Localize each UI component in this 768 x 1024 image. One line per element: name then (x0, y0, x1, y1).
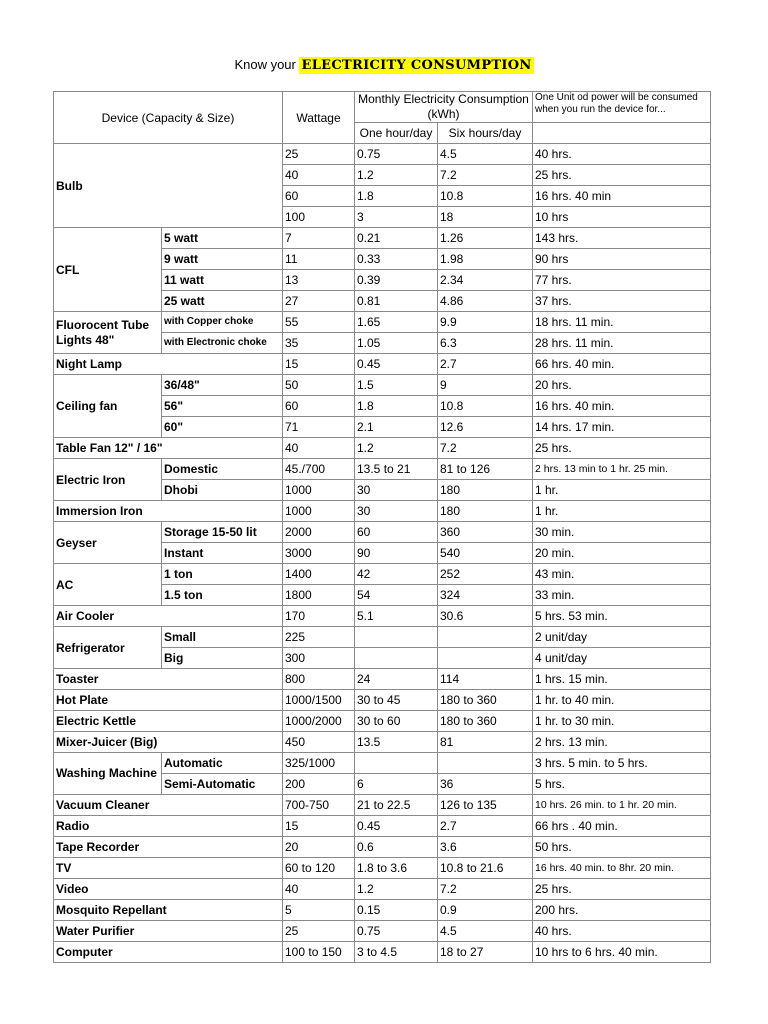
one-hour-cell: 30 to 60 (355, 711, 438, 732)
device-name: Tape Recorder (54, 837, 283, 858)
device-capacity: 1.5 ton (162, 585, 283, 606)
duration-cell: 1 hrs. 15 min. (533, 669, 711, 690)
wattage-cell: 20 (283, 837, 355, 858)
six-hours-cell: 81 (438, 732, 533, 753)
one-hour-cell: 13.5 to 21 (355, 459, 438, 480)
one-hour-cell: 0.45 (355, 816, 438, 837)
duration-cell: 66 hrs . 40 min. (533, 816, 711, 837)
duration-cell: 10 hrs (533, 207, 711, 228)
device-name: CFL (54, 228, 162, 312)
six-hours-cell: 180 (438, 480, 533, 501)
table-row (54, 438, 711, 459)
wattage-cell: 11 (283, 249, 355, 270)
device-capacity: 9 watt (162, 249, 283, 270)
six-hours-cell: 36 (438, 774, 533, 795)
header-blank (533, 123, 711, 144)
wattage-cell: 300 (283, 648, 355, 669)
one-hour-cell: 1.8 (355, 396, 438, 417)
duration-cell: 25 hrs. (533, 165, 711, 186)
duration-cell: 16 hrs. 40 min (533, 186, 711, 207)
device-capacity: 11 watt (162, 270, 283, 291)
one-hour-cell: 3 to 4.5 (355, 942, 438, 963)
duration-cell: 14 hrs. 17 min. (533, 417, 711, 438)
device-capacity: 5 watt (162, 228, 283, 249)
duration-cell: 143 hrs. (533, 228, 711, 249)
wattage-cell: 225 (283, 627, 355, 648)
wattage-cell: 45./700 (283, 459, 355, 480)
one-hour-cell: 60 (355, 522, 438, 543)
one-hour-cell: 1.8 to 3.6 (355, 858, 438, 879)
one-hour-cell (355, 753, 438, 774)
wattage-cell: 325/1000 (283, 753, 355, 774)
device-capacity: with Copper choke (162, 312, 283, 333)
wattage-cell: 3000 (283, 543, 355, 564)
one-hour-cell: 0.39 (355, 270, 438, 291)
one-hour-cell (355, 627, 438, 648)
duration-cell: 77 hrs. (533, 270, 711, 291)
table-row (54, 375, 711, 396)
device-capacity: 36/48" (162, 375, 283, 396)
six-hours-cell: 10.8 to 21.6 (438, 858, 533, 879)
table-row (54, 711, 711, 732)
table-row (54, 795, 711, 816)
table-row (54, 879, 711, 900)
wattage-cell: 1000 (283, 501, 355, 522)
one-hour-cell: 1.2 (355, 879, 438, 900)
header-wattage: Wattage (283, 92, 355, 144)
duration-cell: 2 hrs. 13 min to 1 hr. 25 min. (533, 459, 711, 480)
device-capacity: Small (162, 627, 283, 648)
device-name: Ceiling fan (54, 375, 162, 438)
six-hours-cell: 30.6 (438, 606, 533, 627)
six-hours-cell: 9.9 (438, 312, 533, 333)
one-hour-cell: 0.15 (355, 900, 438, 921)
one-hour-cell: 30 (355, 501, 438, 522)
six-hours-cell: 6.3 (438, 333, 533, 354)
duration-cell: 18 hrs. 11 min. (533, 312, 711, 333)
wattage-cell: 800 (283, 669, 355, 690)
device-name: Mixer-Juicer (Big) (54, 732, 283, 753)
one-hour-cell: 0.45 (355, 354, 438, 375)
device-name: Table Fan 12" / 16" (54, 438, 283, 459)
duration-cell: 28 hrs. 11 min. (533, 333, 711, 354)
six-hours-cell: 10.8 (438, 186, 533, 207)
device-capacity: 25 watt (162, 291, 283, 312)
wattage-cell: 40 (283, 165, 355, 186)
six-hours-cell: 10.8 (438, 396, 533, 417)
wattage-cell: 2000 (283, 522, 355, 543)
one-hour-cell: 1.2 (355, 165, 438, 186)
table-row (54, 942, 711, 963)
duration-cell: 25 hrs. (533, 438, 711, 459)
six-hours-cell: 2.34 (438, 270, 533, 291)
one-hour-cell: 90 (355, 543, 438, 564)
duration-cell: 1 hr. (533, 480, 711, 501)
one-hour-cell: 6 (355, 774, 438, 795)
six-hours-cell: 12.6 (438, 417, 533, 438)
table-row (54, 816, 711, 837)
duration-cell: 2 hrs. 13 min. (533, 732, 711, 753)
device-capacity: Dhobi (162, 480, 283, 501)
one-hour-cell: 0.33 (355, 249, 438, 270)
duration-cell: 1 hr. (533, 501, 711, 522)
one-hour-cell: 2.1 (355, 417, 438, 438)
duration-cell: 37 hrs. (533, 291, 711, 312)
six-hours-cell: 360 (438, 522, 533, 543)
device-capacity: Instant (162, 543, 283, 564)
device-name: Water Purifier (54, 921, 283, 942)
table-row (54, 921, 711, 942)
table-row (54, 732, 711, 753)
header-row-1 (54, 92, 711, 123)
one-hour-cell: 21 to 22.5 (355, 795, 438, 816)
six-hours-cell: 18 to 27 (438, 942, 533, 963)
duration-cell: 5 hrs. 53 min. (533, 606, 711, 627)
six-hours-cell: 180 to 360 (438, 711, 533, 732)
device-name: Mosquito Repellant (54, 900, 283, 921)
duration-cell: 2 unit/day (533, 627, 711, 648)
wattage-cell: 1000/1500 (283, 690, 355, 711)
six-hours-cell (438, 627, 533, 648)
device-capacity: Automatic (162, 753, 283, 774)
device-capacity: 60" (162, 417, 283, 438)
six-hours-cell: 252 (438, 564, 533, 585)
duration-cell: 10 hrs to 6 hrs. 40 min. (533, 942, 711, 963)
wattage-cell: 71 (283, 417, 355, 438)
duration-cell: 40 hrs. (533, 921, 711, 942)
table-row (54, 627, 711, 648)
wattage-cell: 25 (283, 921, 355, 942)
device-name: Washing Machine (54, 753, 162, 795)
device-name: Video (54, 879, 283, 900)
device-name: Electric Iron (54, 459, 162, 501)
wattage-cell: 170 (283, 606, 355, 627)
wattage-cell: 60 (283, 186, 355, 207)
table-row (54, 522, 711, 543)
six-hours-cell: 180 to 360 (438, 690, 533, 711)
wattage-cell: 1400 (283, 564, 355, 585)
wattage-cell: 5 (283, 900, 355, 921)
device-name: Bulb (54, 144, 283, 228)
six-hours-cell: 2.7 (438, 354, 533, 375)
table-row (54, 669, 711, 690)
one-hour-cell (355, 648, 438, 669)
six-hours-cell: 180 (438, 501, 533, 522)
wattage-cell: 40 (283, 879, 355, 900)
six-hours-cell: 7.2 (438, 438, 533, 459)
duration-cell: 16 hrs. 40 min. to 8hr. 20 min. (533, 858, 711, 879)
header-device: Device (Capacity & Size) (54, 92, 283, 144)
wattage-cell: 35 (283, 333, 355, 354)
table-row (54, 312, 711, 333)
header-six-hours: Six hours/day (438, 123, 533, 144)
device-name: AC (54, 564, 162, 606)
header-one-hour: One hour/day (355, 123, 438, 144)
one-hour-cell: 1.2 (355, 438, 438, 459)
device-name: Hot Plate (54, 690, 283, 711)
device-name: Computer (54, 942, 283, 963)
duration-cell: 43 min. (533, 564, 711, 585)
table-row (54, 606, 711, 627)
duration-cell: 66 hrs. 40 min. (533, 354, 711, 375)
duration-cell: 16 hrs. 40 min. (533, 396, 711, 417)
six-hours-cell: 540 (438, 543, 533, 564)
six-hours-cell: 1.26 (438, 228, 533, 249)
six-hours-cell: 9 (438, 375, 533, 396)
duration-cell: 20 hrs. (533, 375, 711, 396)
device-name: Air Cooler (54, 606, 283, 627)
wattage-cell: 100 to 150 (283, 942, 355, 963)
six-hours-cell: 81 to 126 (438, 459, 533, 480)
one-hour-cell: 24 (355, 669, 438, 690)
wattage-cell: 60 (283, 396, 355, 417)
table-row (54, 753, 711, 774)
one-hour-cell: 1.65 (355, 312, 438, 333)
device-capacity: with Electronic choke (162, 333, 283, 354)
device-capacity: Domestic (162, 459, 283, 480)
one-hour-cell: 3 (355, 207, 438, 228)
six-hours-cell: 4.5 (438, 921, 533, 942)
six-hours-cell: 18 (438, 207, 533, 228)
wattage-cell: 15 (283, 816, 355, 837)
table-row (54, 837, 711, 858)
duration-cell: 1 hr. to 40 min. (533, 690, 711, 711)
wattage-cell: 450 (283, 732, 355, 753)
six-hours-cell: 324 (438, 585, 533, 606)
wattage-cell: 27 (283, 291, 355, 312)
device-name: Fluorocent Tube Lights 48" (54, 312, 162, 354)
table-row (54, 354, 711, 375)
device-name: Radio (54, 816, 283, 837)
one-hour-cell: 0.21 (355, 228, 438, 249)
table-row (54, 459, 711, 480)
wattage-cell: 200 (283, 774, 355, 795)
six-hours-cell: 0.9 (438, 900, 533, 921)
wattage-cell: 1800 (283, 585, 355, 606)
wattage-cell: 50 (283, 375, 355, 396)
one-hour-cell: 30 to 45 (355, 690, 438, 711)
device-name: Refrigerator (54, 627, 162, 669)
six-hours-cell (438, 753, 533, 774)
wattage-cell: 1000 (283, 480, 355, 501)
one-hour-cell: 0.75 (355, 921, 438, 942)
one-hour-cell: 1.8 (355, 186, 438, 207)
one-hour-cell: 0.81 (355, 291, 438, 312)
one-hour-cell: 0.6 (355, 837, 438, 858)
table-row (54, 858, 711, 879)
device-capacity: Semi-Automatic (162, 774, 283, 795)
one-hour-cell: 42 (355, 564, 438, 585)
wattage-cell: 100 (283, 207, 355, 228)
wattage-cell: 40 (283, 438, 355, 459)
six-hours-cell: 4.86 (438, 291, 533, 312)
six-hours-cell: 4.5 (438, 144, 533, 165)
table-row (54, 564, 711, 585)
one-hour-cell: 0.75 (355, 144, 438, 165)
device-name: Electric Kettle (54, 711, 283, 732)
device-name: Toaster (54, 669, 283, 690)
table-row (54, 144, 711, 165)
device-capacity: 56" (162, 396, 283, 417)
device-name: TV (54, 858, 283, 879)
one-hour-cell: 5.1 (355, 606, 438, 627)
duration-cell: 40 hrs. (533, 144, 711, 165)
device-capacity: Big (162, 648, 283, 669)
header-monthly: Monthly Electricity Consumption (kWh) (355, 92, 533, 123)
duration-cell: 1 hr. to 30 min. (533, 711, 711, 732)
duration-cell: 25 hrs. (533, 879, 711, 900)
one-hour-cell: 13.5 (355, 732, 438, 753)
duration-cell: 50 hrs. (533, 837, 711, 858)
duration-cell: 10 hrs. 26 min. to 1 hr. 20 min. (533, 795, 711, 816)
table-row (54, 228, 711, 249)
six-hours-cell: 114 (438, 669, 533, 690)
six-hours-cell (438, 648, 533, 669)
duration-cell: 90 hrs (533, 249, 711, 270)
device-name: Immersion Iron (54, 501, 283, 522)
wattage-cell: 13 (283, 270, 355, 291)
title-prefix: Know your (234, 57, 300, 72)
device-name: Geyser (54, 522, 162, 564)
six-hours-cell: 7.2 (438, 165, 533, 186)
one-hour-cell: 1.5 (355, 375, 438, 396)
one-hour-cell: 30 (355, 480, 438, 501)
wattage-cell: 1000/2000 (283, 711, 355, 732)
duration-cell: 3 hrs. 5 min. to 5 hrs. (533, 753, 711, 774)
wattage-cell: 25 (283, 144, 355, 165)
device-name: Night Lamp (54, 354, 283, 375)
one-hour-cell: 1.05 (355, 333, 438, 354)
duration-cell: 30 min. (533, 522, 711, 543)
duration-cell: 5 hrs. (533, 774, 711, 795)
duration-cell: 4 unit/day (533, 648, 711, 669)
six-hours-cell: 126 to 135 (438, 795, 533, 816)
wattage-cell: 15 (283, 354, 355, 375)
duration-cell: 200 hrs. (533, 900, 711, 921)
six-hours-cell: 1.98 (438, 249, 533, 270)
title-highlight: ELECTRICITY CONSUMPTION (301, 58, 532, 73)
one-hour-cell: 54 (355, 585, 438, 606)
wattage-cell: 60 to 120 (283, 858, 355, 879)
wattage-cell: 700-750 (283, 795, 355, 816)
device-capacity: 1 ton (162, 564, 283, 585)
consumption-table (53, 91, 711, 963)
duration-cell: 20 min. (533, 543, 711, 564)
six-hours-cell: 2.7 (438, 816, 533, 837)
duration-cell: 33 min. (533, 585, 711, 606)
page-title (0, 54, 768, 77)
six-hours-cell: 7.2 (438, 879, 533, 900)
header-unit: One Unit od power will be consumed when you run the device for... (533, 92, 711, 123)
device-name: Vacuum Cleaner (54, 795, 283, 816)
table-row (54, 900, 711, 921)
wattage-cell: 55 (283, 312, 355, 333)
table-row (54, 690, 711, 711)
wattage-cell: 7 (283, 228, 355, 249)
table-row (54, 501, 711, 522)
six-hours-cell: 3.6 (438, 837, 533, 858)
device-capacity: Storage 15-50 lit (162, 522, 283, 543)
